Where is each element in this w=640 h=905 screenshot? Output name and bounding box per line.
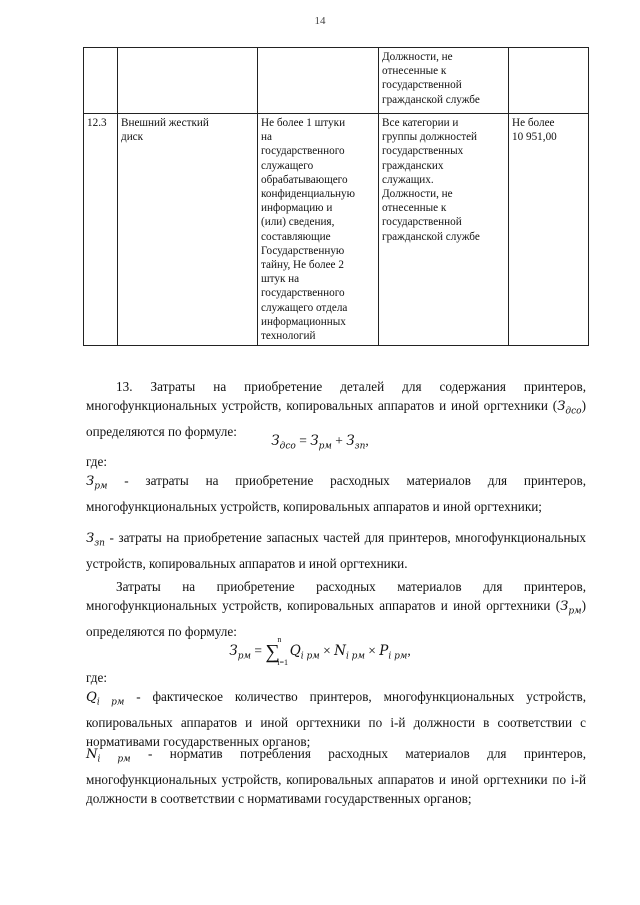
definition-zzp: $З_{зп}$ - затраты на приобретение запасных частей для принтеров, многофункциональных устройств, копировальных аппаратов и иной оргтехники. bbox=[86, 530, 586, 571]
item-category: Все категории и группы должностей государственных гражданских служащих. Должности, не отнесенные к государственной гражданской службе bbox=[379, 114, 509, 346]
table-row bbox=[84, 114, 589, 346]
norms-table bbox=[83, 47, 589, 346]
paragraph-13: 13. Затраты на приобретение деталей для содержания принтеров, многофункциональных устройств, копировальных аппаратов и иной оргтехники $(З_{дсо})$ определяются по формуле: bbox=[86, 379, 586, 439]
row-number: 12.3 bbox=[84, 114, 118, 346]
table-cell bbox=[258, 48, 379, 114]
table-cell bbox=[509, 48, 589, 114]
sum-sign: ∑ n i=1 bbox=[265, 635, 289, 667]
definition-zrm: $З_{рм}$ - затраты на приобретение расходных материалов для принтеров, многофункциональных устройств, копировальных аппаратов и иной оргтехники; bbox=[86, 473, 586, 514]
item-quantity: Не более 1 штуки на государственного служащего обрабатывающего конфиденциальную информацию и (или) сведения, составляющие Государственную тайну, Не более 2 штук на государственного служащего отдела информационных технологий bbox=[258, 114, 379, 346]
definition-n: $N_{i рм}$ - норматив потребления расходных материалов для принтеров, многофункциональных устройств, копировальных аппаратов и иной оргтехники по i-й должности в соответствии с нормативами государственных органов; bbox=[86, 746, 586, 806]
where-label-1: где: bbox=[86, 454, 107, 469]
page-number: 14 bbox=[314, 15, 326, 27]
paragraph-consumables: Затраты на приобретение расходных материалов для принтеров, многофункциональных устройств, копировальных аппаратов и иной оргтехники $(З_{рм})$ определяются по формуле: bbox=[86, 579, 586, 639]
table-row bbox=[84, 48, 589, 114]
formula-1: $З_{дсо} = З_{рм} + З_{зп}$, bbox=[271, 433, 369, 452]
table-cell bbox=[84, 48, 118, 114]
item-price: Не более 10 951,00 bbox=[509, 114, 589, 346]
formula-2: $З_{рм}$ = ∑ n i=1 $Q_{i рм} \times N_{i рм} \times P_{i рм}$, bbox=[229, 635, 411, 667]
where-label-2: где: bbox=[86, 670, 107, 685]
table-cell-category: Должности, не отнесенные к государственной гражданской службе bbox=[379, 48, 509, 114]
definition-q: $Q_{i рм}$ - фактическое количество принтеров, многофункциональных устройств, копировальных аппаратов и иной оргтехники по i-й должности в соответствии с нормативами государственных органов; bbox=[86, 689, 587, 749]
table-cell bbox=[118, 48, 258, 114]
symbol: $З_{дсо}$ bbox=[557, 399, 582, 417]
item-name: Внешний жесткий диск bbox=[118, 114, 258, 346]
